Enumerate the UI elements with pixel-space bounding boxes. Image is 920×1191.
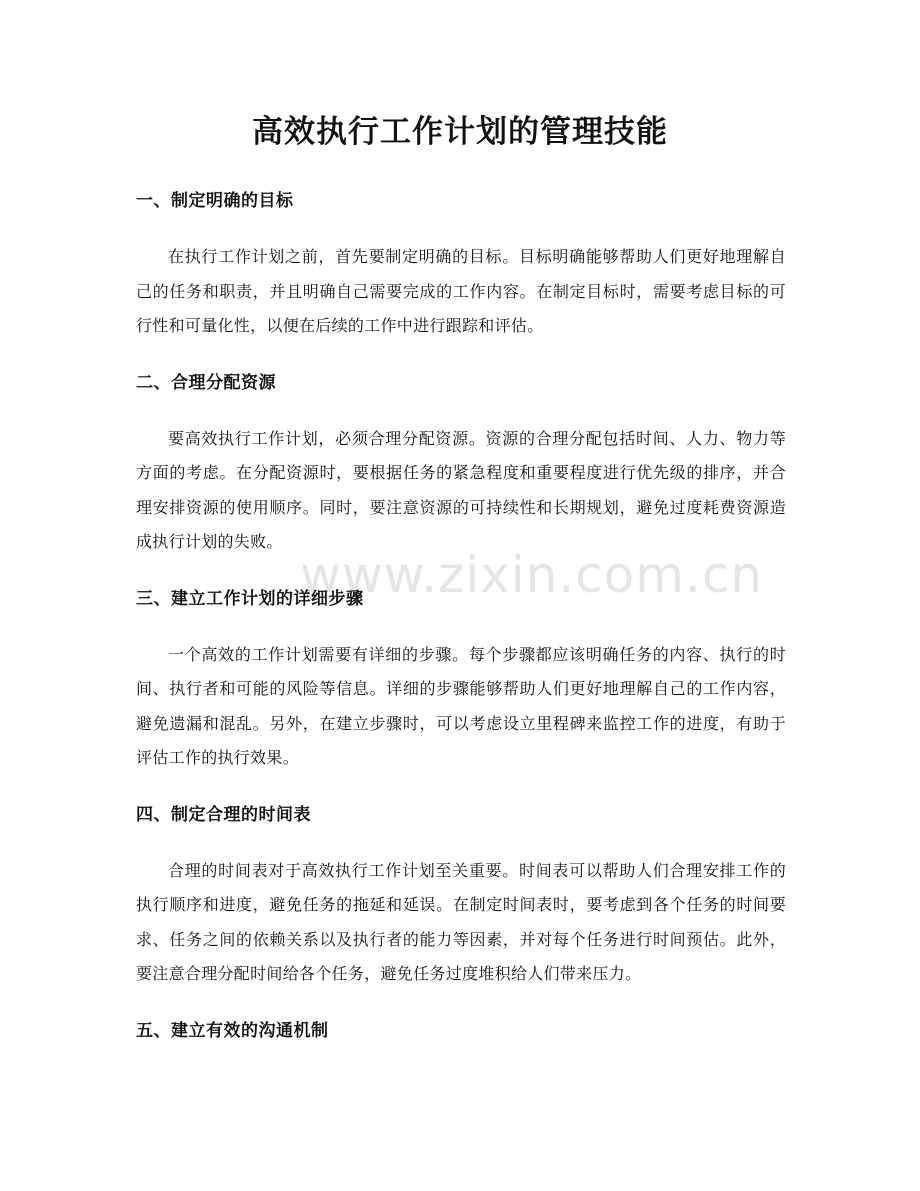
section-heading: 二、合理分配资源 [136,372,276,393]
section-paragraph: 在执行工作计划之前，首先要制定明确的目标。目标明确能够帮助人们更好地理解自己的任务和职责，并且明确自己需要完成的工作内容。在制定目标时，需要考虑目标的可行性和可量化性，以便在后续的工作中进行跟踪和评估。 [136,247,786,335]
document-content [136,184,786,1048]
section-heading: 四、制定合理的时间表 [136,804,311,825]
section-heading: 一、制定明确的目标 [136,191,294,211]
section-paragraph: 一个高效的工作计划需要有详细的步骤。每个步骤都应该明确任务的内容、执行的时间、执行者和可能的风险等信息。详细的步骤能够帮助人们更好地理解自己的工作内容，避免遗漏和混乱。另外，在建立步骤时，可以考虑设立里程碑来监控工作的进度，有助于评估工作的执行效果。 [136,644,786,767]
section-heading: 五、建立有效的沟通机制 [136,1020,329,1041]
section-1 [136,184,786,344]
section-5 [136,1014,786,1048]
section-paragraph: 合理的时间表对于高效执行工作计划至关重要。时间表可以帮助人们合理安排工作的执行顺序和进度，避免任务的拖延和延误。在制定时间表时，要考虑到各个任务的时间要求、任务之间的依赖关系以及执行者的能力等因素，并对每个任务进行时间预估。此外，要注意合理分配时间给各个任务，避免任务过度堆积给人们带来压力。 [136,860,786,983]
section-paragraph: 要高效执行工作计划，必须合理分配资源。资源的合理分配包括时间、人力、物力等方面的考虑。在分配资源时，要根据任务的紧急程度和重要程度进行优先级的排序，并合理安排资源的使用顺序。同时，要注意资源的可持续性和长期规划，避免过度耗费资源造成执行计划的失败。 [136,428,786,551]
document-title: 高效执行工作计划的管理技能 [252,114,668,150]
section-3 [136,582,786,776]
section-2 [136,366,786,560]
watermark-text: www.zixin.com.cn [300,546,764,604]
section-heading: 三、建立工作计划的详细步骤 [136,588,364,609]
section-4 [136,798,786,992]
